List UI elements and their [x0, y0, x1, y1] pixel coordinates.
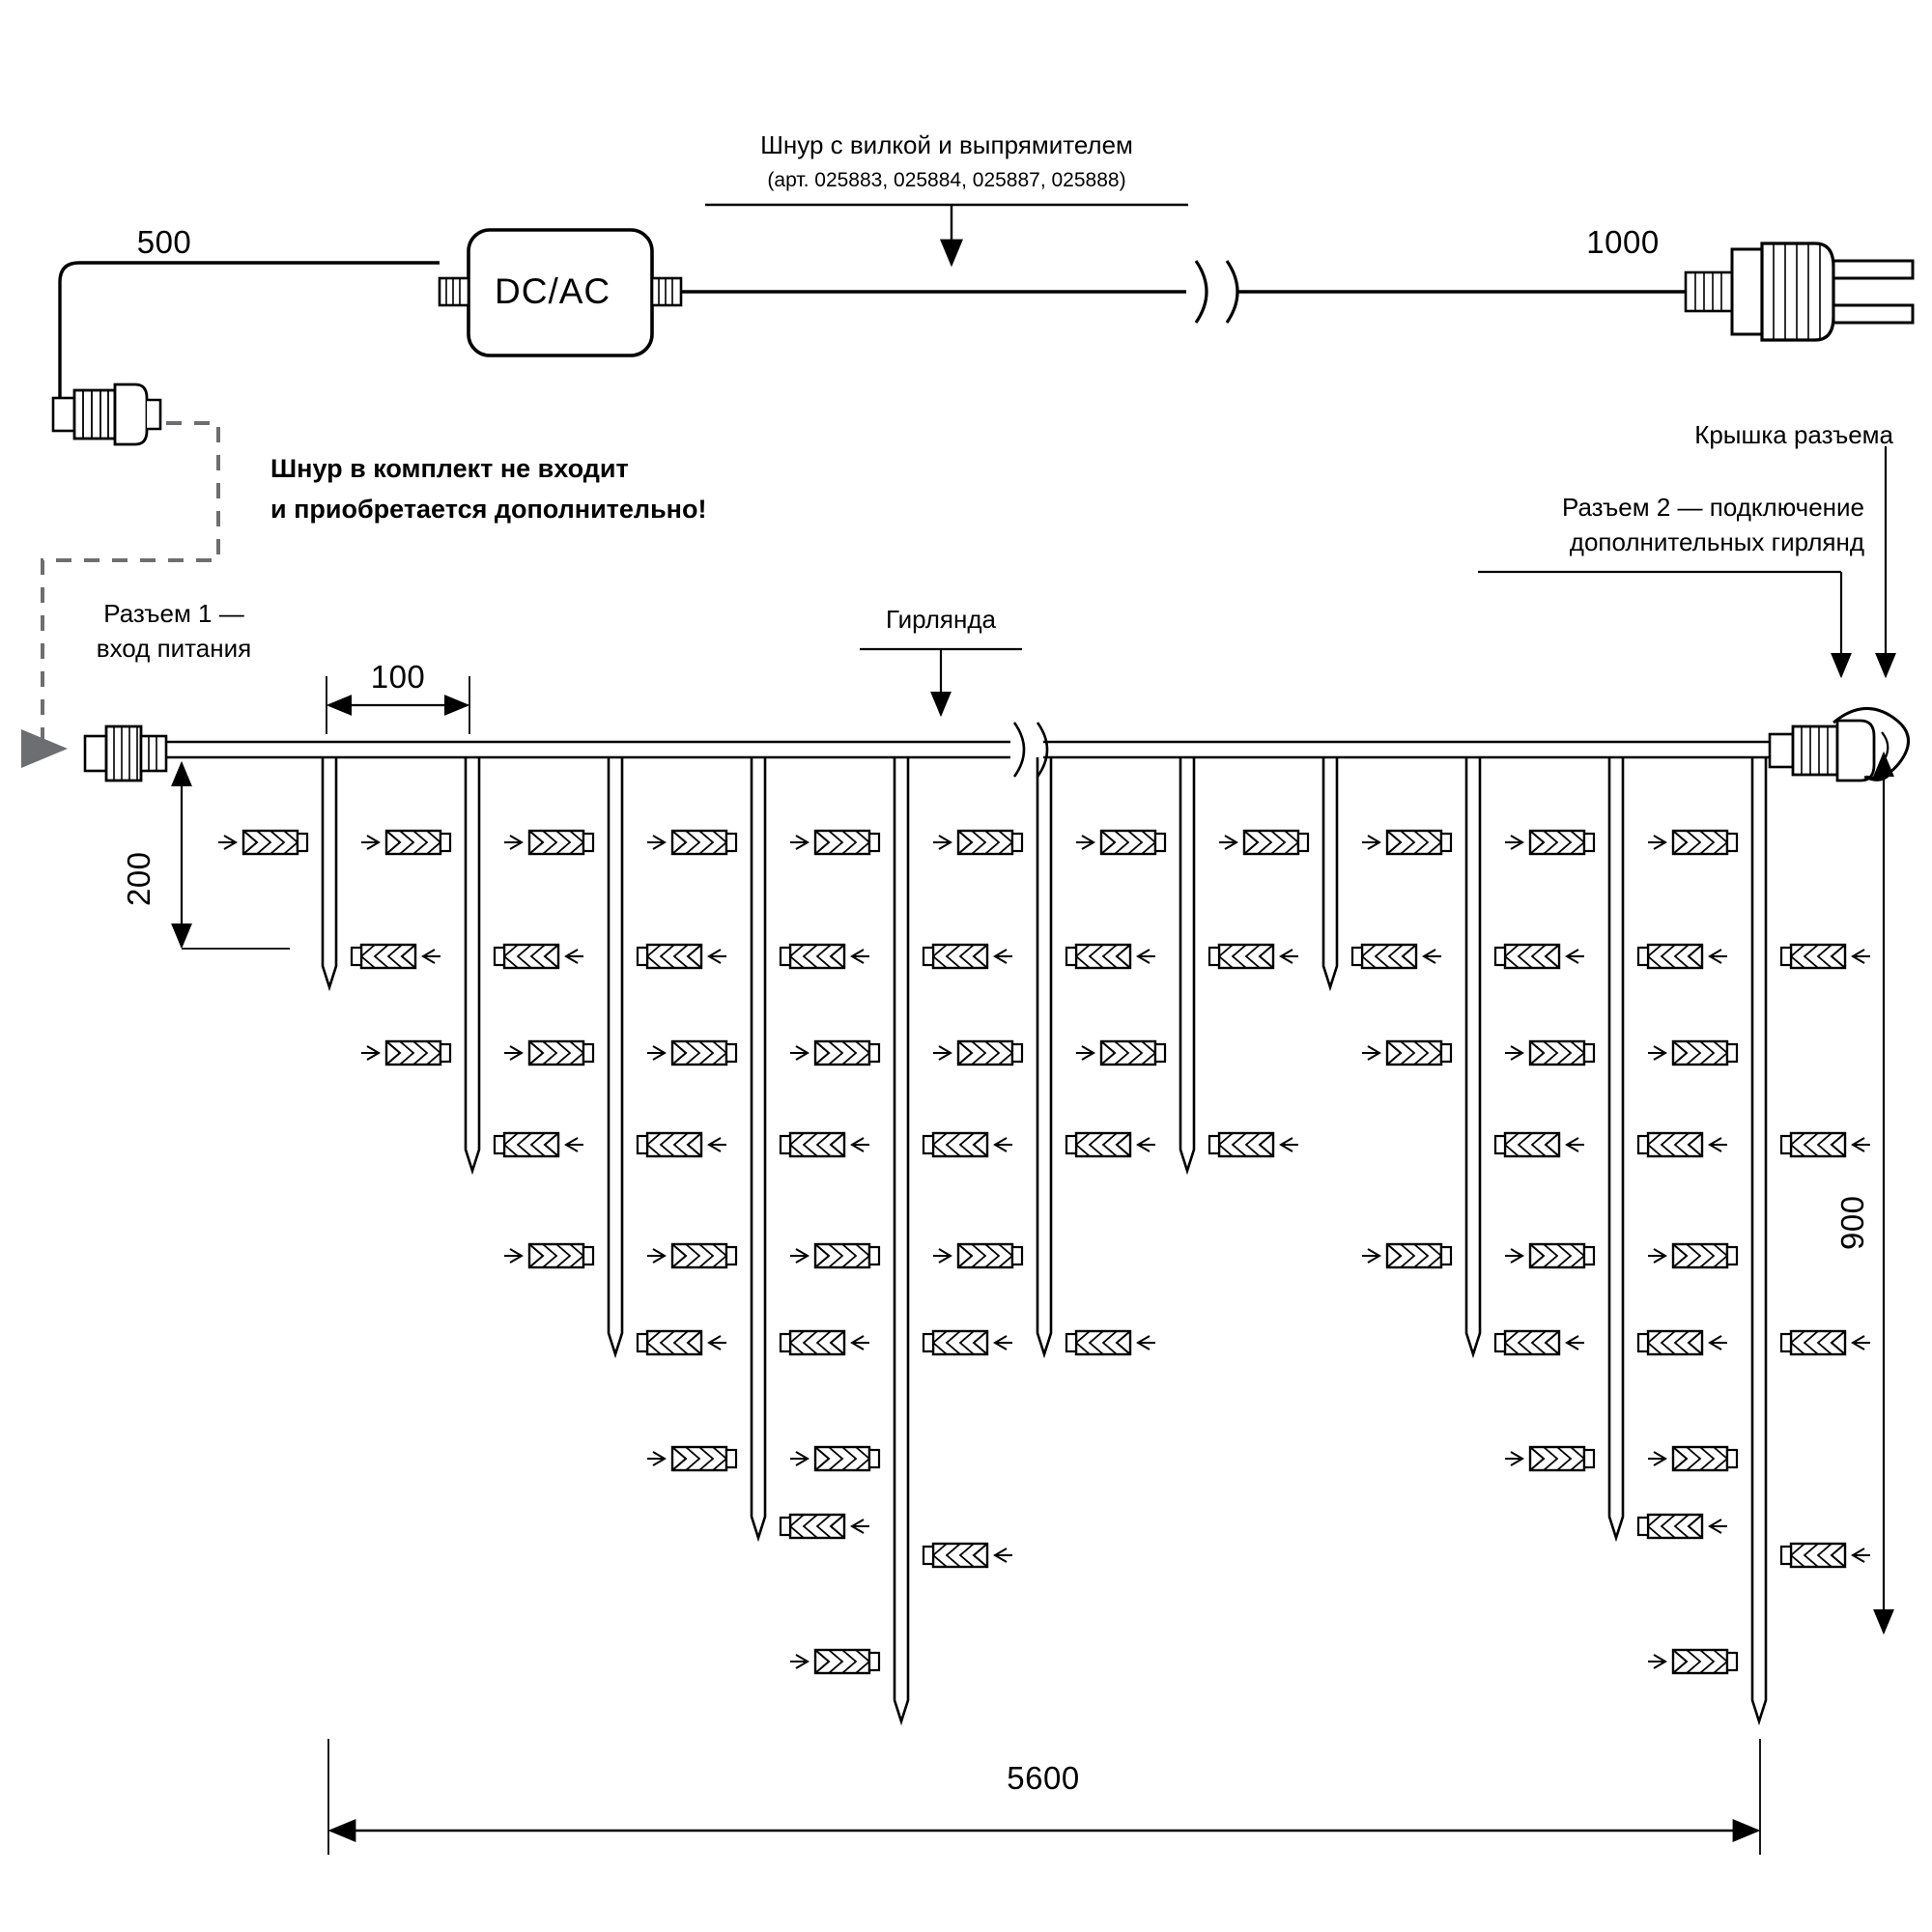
connector2-label-line1: Разъем 2 — подключение — [1562, 493, 1864, 522]
dim-height: 900 — [1833, 1195, 1870, 1251]
dim-right-cord: 1000 — [1586, 224, 1660, 260]
garland-label: Гирлянда — [886, 605, 996, 634]
connector1-label-line2: вход питания — [96, 634, 252, 663]
dim-width: 5600 — [1007, 1760, 1080, 1796]
cord-note-line2: и приобретается дополнительно! — [270, 495, 707, 524]
icicle-strand — [790, 757, 1012, 1721]
icicle-strand — [218, 757, 440, 987]
adapter-label: DC/AC — [495, 271, 611, 311]
cap-label: Крышка разъема — [1694, 420, 1893, 449]
garland-main-wire — [85, 708, 1909, 781]
mains-plug — [1686, 243, 1913, 340]
dim-left-cord: 500 — [136, 224, 192, 260]
connector2-label-line2: дополнительных гирлянд — [1569, 527, 1864, 556]
cord-note-line1: Шнур в комплект не входит — [270, 454, 629, 483]
connector1-label-line1: Разъем 1 — — [103, 599, 244, 628]
dim-drop-first: 200 — [120, 851, 156, 907]
dim-spacing: 100 — [370, 659, 426, 695]
top-cord-title: Шнур с вилкой и выпрямителем — [760, 130, 1133, 159]
top-cord-articles: (арт. 025883, 025884, 025887, 025888) — [767, 169, 1126, 191]
